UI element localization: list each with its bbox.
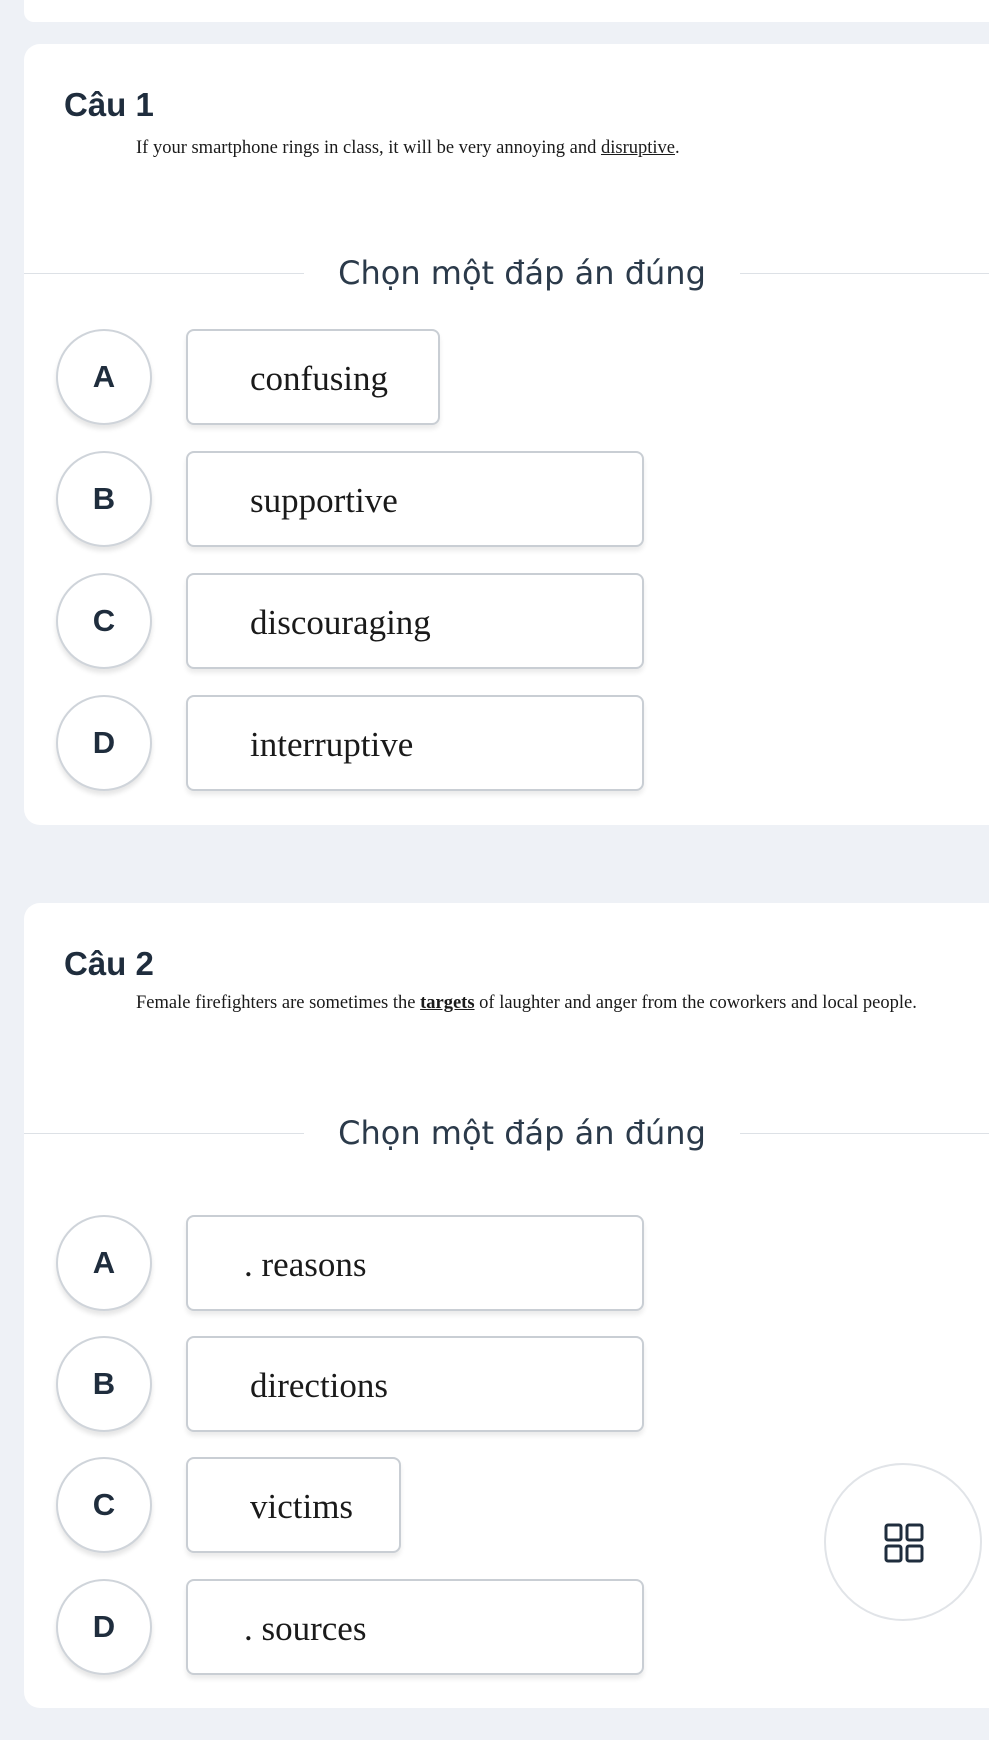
option-b[interactable]	[56, 451, 676, 551]
option-a[interactable]	[56, 1215, 676, 1315]
option-a[interactable]	[56, 329, 676, 429]
option-letter-circle[interactable]: D	[56, 1579, 152, 1675]
option-answer-box[interactable]	[186, 1336, 644, 1432]
option-letter-circle[interactable]: C	[56, 573, 152, 669]
option-answer-box[interactable]	[186, 1215, 644, 1311]
option-d[interactable]	[56, 1579, 676, 1679]
option-d[interactable]	[56, 695, 676, 795]
question-title: Câu 1	[64, 86, 154, 123]
option-answer-box[interactable]	[186, 329, 440, 425]
option-letter-circle[interactable]: A	[56, 329, 152, 425]
option-text: victims	[250, 1487, 354, 1526]
option-letter-circle[interactable]: A	[56, 1215, 152, 1311]
instruction-label: Chọn một đáp án đúng	[338, 254, 706, 292]
option-answer-box[interactable]	[186, 1457, 401, 1553]
marked-word: disruptive	[600, 138, 675, 158]
option-letter-circle[interactable]: B	[56, 1336, 152, 1432]
instruction-divider	[24, 253, 989, 293]
option-letter-circle[interactable]: D	[56, 695, 152, 791]
previous-card-edge	[24, 0, 989, 22]
option-text: . reasons	[244, 1245, 367, 1284]
question-card-1	[24, 44, 989, 825]
grid-icon	[884, 1523, 924, 1563]
option-answer-box[interactable]	[186, 695, 644, 791]
option-text: confusing	[250, 359, 389, 398]
option-b[interactable]	[56, 1336, 676, 1436]
option-text: supportive	[250, 481, 398, 520]
option-letter-circle[interactable]: C	[56, 1457, 152, 1553]
option-text: discouraging	[250, 603, 431, 642]
question-text: If your smartphone rings in class, it will be very annoying and disruptive.	[136, 138, 680, 158]
option-c[interactable]	[56, 573, 676, 673]
option-letter-circle[interactable]: B	[56, 451, 152, 547]
marked-word: targets	[420, 993, 475, 1013]
option-text: directions	[250, 1366, 389, 1405]
question-title: Câu 2	[64, 945, 154, 982]
option-answer-box[interactable]	[186, 451, 644, 547]
option-answer-box[interactable]	[186, 573, 644, 669]
option-text: interruptive	[250, 725, 414, 764]
question-grid-button[interactable]	[824, 1463, 982, 1621]
instruction-divider	[24, 1113, 989, 1153]
question-text: Female firefighters are sometimes the targets of laughter and anger from the coworkers and local people.	[136, 993, 917, 1013]
instruction-label: Chọn một đáp án đúng	[338, 1114, 706, 1152]
option-c[interactable]	[56, 1457, 676, 1557]
option-text: . sources	[244, 1609, 367, 1648]
option-answer-box[interactable]	[186, 1579, 644, 1675]
